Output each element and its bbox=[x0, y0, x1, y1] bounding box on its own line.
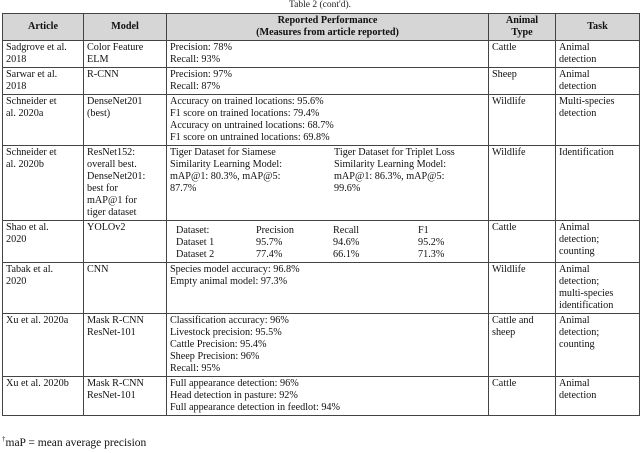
cell-model bbox=[84, 314, 167, 377]
performance-table bbox=[2, 13, 640, 416]
cell-line: detection bbox=[559, 390, 597, 401]
cell-model bbox=[84, 95, 167, 146]
table-row bbox=[3, 41, 640, 68]
cell-line: Livestock precision: 95.5% bbox=[170, 327, 282, 338]
cell-article bbox=[3, 221, 84, 263]
header-model: Model bbox=[84, 14, 167, 41]
cell-article bbox=[3, 68, 84, 95]
cell-line: Sheep bbox=[492, 69, 517, 80]
cell-line: Mask R-CNN bbox=[87, 378, 144, 389]
cell-animal-type bbox=[489, 263, 556, 314]
cell-line: Full appearance detection in feedlot: 94% bbox=[170, 402, 341, 413]
cell-line: Tiger Dataset for Triplet Loss bbox=[334, 147, 455, 158]
cell-animal-type bbox=[489, 95, 556, 146]
cell-line: sheep bbox=[492, 327, 516, 338]
cell-line: al. 2020a bbox=[6, 108, 44, 119]
footnote-text: maP = mean average precision bbox=[5, 437, 147, 449]
cell-line: mAP@1: 86.3%, mAP@5: bbox=[334, 171, 445, 182]
cell-performance bbox=[167, 314, 489, 377]
cell-line: detection; bbox=[559, 234, 600, 245]
cell-line: best for bbox=[87, 183, 118, 194]
header-performance-title: Reported Performance bbox=[277, 15, 378, 26]
cell-line: Full appearance detection: 96% bbox=[170, 378, 299, 389]
table-row bbox=[3, 68, 640, 95]
cell-line: ResNet-101 bbox=[87, 327, 136, 338]
cell-model bbox=[84, 221, 167, 263]
cell-line: mAP@1 for bbox=[87, 195, 137, 206]
cell-animal-type bbox=[489, 41, 556, 68]
cell-line: YOLOv2 bbox=[87, 222, 126, 233]
cell-line: Cattle and bbox=[492, 315, 534, 326]
table-row bbox=[3, 314, 640, 377]
cell-line: Classification accuracy: 96% bbox=[170, 315, 289, 326]
cell-model bbox=[84, 146, 167, 221]
grid-cell: Dataset 1 bbox=[176, 237, 215, 248]
cell-line: mAP@1: 80.3%, mAP@5: bbox=[170, 171, 281, 182]
cell-line: identification bbox=[559, 300, 614, 311]
cell-line: Animal bbox=[559, 222, 590, 233]
cell-model bbox=[84, 377, 167, 416]
performance-subcolumns bbox=[170, 147, 485, 195]
cell-line: Wildlife bbox=[492, 264, 526, 275]
cell-line: counting bbox=[559, 339, 595, 350]
grid-cell: 94.6% bbox=[333, 237, 360, 248]
cell-line: counting bbox=[559, 246, 595, 257]
cell-line: Animal bbox=[559, 42, 590, 53]
grid-cell: 95.7% bbox=[256, 237, 283, 248]
cell-line: Accuracy on trained locations: 95.6% bbox=[170, 96, 324, 107]
cell-article bbox=[3, 41, 84, 68]
cell-line: Cattle Precision: 95.4% bbox=[170, 339, 267, 350]
cell-animal-type bbox=[489, 146, 556, 221]
cell-line: Shao et al. bbox=[6, 222, 49, 233]
cell-line: Cattle bbox=[492, 378, 517, 389]
cell-line: detection bbox=[559, 108, 597, 119]
cell-line: Animal bbox=[559, 315, 590, 326]
cell-line: Sarwar et al. bbox=[6, 69, 58, 80]
header-task: Task bbox=[556, 14, 640, 41]
cell-line: Mask R-CNN bbox=[87, 315, 144, 326]
grid-cell: 66.1% bbox=[333, 249, 360, 260]
cell-line: Tiger Dataset for Siamese bbox=[170, 147, 276, 158]
cell-line: Similarity Learning Model: bbox=[334, 159, 447, 170]
cell-line: Xu et al. 2020a bbox=[6, 315, 69, 326]
cell-animal-type bbox=[489, 221, 556, 263]
cell-line: Precision: 78% bbox=[170, 42, 232, 53]
cell-line: Tabak et al. bbox=[6, 264, 54, 275]
grid-header-recall: Recall bbox=[333, 225, 360, 236]
footnote bbox=[2, 436, 146, 450]
performance-grid bbox=[170, 222, 485, 261]
cell-line: ResNet152: bbox=[87, 147, 136, 158]
footnote-marker: † bbox=[2, 435, 6, 444]
grid-header-precision: Precision bbox=[256, 225, 294, 236]
cell-line: Animal bbox=[559, 69, 590, 80]
cell-line: Precision: 97% bbox=[170, 69, 232, 80]
cell-line: Schneider et bbox=[6, 147, 57, 158]
table-caption: Table 2 (cont'd). bbox=[289, 0, 351, 10]
cell-line: Empty animal model: 97.3% bbox=[170, 276, 288, 287]
cell-line: detection bbox=[559, 81, 597, 92]
cell-line: detection bbox=[559, 54, 597, 65]
cell-line: overall best. bbox=[87, 159, 137, 170]
cell-line: Sadgrove et al. bbox=[6, 42, 67, 53]
table-row bbox=[3, 221, 640, 263]
cell-line: Sheep Precision: 96% bbox=[170, 351, 260, 362]
cell-animal-type bbox=[489, 68, 556, 95]
cell-line: tiger dataset bbox=[87, 207, 137, 218]
cell-line: DenseNet201 bbox=[87, 96, 143, 107]
table-row bbox=[3, 146, 640, 221]
cell-line: Schneider et bbox=[6, 96, 57, 107]
cell-line: Accuracy on untrained locations: 68.7% bbox=[170, 120, 334, 131]
table-row bbox=[3, 377, 640, 416]
cell-line: F1 score on untrained locations: 69.8% bbox=[170, 132, 330, 143]
cell-article bbox=[3, 377, 84, 416]
cell-animal-type bbox=[489, 377, 556, 416]
header-animal-line2: Type bbox=[511, 27, 533, 38]
cell-article bbox=[3, 263, 84, 314]
grid-header-f1: F1 bbox=[418, 225, 429, 236]
cell-line: Similarity Learning Model: bbox=[170, 159, 283, 170]
table-row bbox=[3, 95, 640, 146]
cell-animal-type bbox=[489, 314, 556, 377]
cell-line: 99.6% bbox=[334, 183, 361, 194]
header-reported-performance bbox=[167, 14, 489, 41]
cell-line: 2020 bbox=[6, 276, 27, 287]
siamese-column bbox=[170, 147, 328, 195]
grid-cell: 95.2% bbox=[418, 237, 445, 248]
grid-cell: 71.3% bbox=[418, 249, 445, 260]
grid-header-dataset: Dataset: bbox=[176, 225, 210, 236]
cell-performance bbox=[167, 95, 489, 146]
cell-task bbox=[556, 95, 640, 146]
cell-line: ELM bbox=[87, 54, 109, 65]
cell-model bbox=[84, 263, 167, 314]
cell-line: R-CNN bbox=[87, 69, 119, 80]
cell-line: Species model accuracy: 96.8% bbox=[170, 264, 300, 275]
cell-line: Cattle bbox=[492, 222, 517, 233]
cell-line: F1 score on trained locations: 79.4% bbox=[170, 108, 320, 119]
cell-line: Xu et al. 2020b bbox=[6, 378, 69, 389]
header-performance-subtitle: (Measures from article reported) bbox=[256, 27, 399, 38]
table-row bbox=[3, 263, 640, 314]
cell-task bbox=[556, 221, 640, 263]
cell-task bbox=[556, 377, 640, 416]
cell-line: ResNet-101 bbox=[87, 390, 136, 401]
cell-line: CNN bbox=[87, 264, 109, 275]
cell-task bbox=[556, 41, 640, 68]
cell-line: Wildlife bbox=[492, 147, 526, 158]
cell-line: al. 2020b bbox=[6, 159, 44, 170]
grid-cell: Dataset 2 bbox=[176, 249, 215, 260]
cell-model bbox=[84, 68, 167, 95]
cell-line: (best) bbox=[87, 108, 111, 119]
cell-line: Wildlife bbox=[492, 96, 526, 107]
header-animal-type bbox=[489, 14, 556, 41]
cell-line: multi-species bbox=[559, 288, 614, 299]
cell-line: Recall: 95% bbox=[170, 363, 221, 374]
cell-line: Animal bbox=[559, 378, 590, 389]
cell-line: DenseNet201: bbox=[87, 171, 146, 182]
cell-performance bbox=[167, 68, 489, 95]
cell-performance bbox=[167, 377, 489, 416]
cell-line: Identification bbox=[559, 147, 614, 158]
cell-line: Color Feature bbox=[87, 42, 144, 53]
cell-task bbox=[556, 263, 640, 314]
cell-task bbox=[556, 146, 640, 221]
cell-task bbox=[556, 68, 640, 95]
cell-performance bbox=[167, 146, 489, 221]
cell-line: Recall: 93% bbox=[170, 54, 221, 65]
cell-performance bbox=[167, 221, 489, 263]
cell-line: Recall: 87% bbox=[170, 81, 221, 92]
cell-line: Animal bbox=[559, 264, 590, 275]
cell-line: Multi-species bbox=[559, 96, 615, 107]
triplet-loss-column bbox=[334, 147, 485, 195]
header-article: Article bbox=[3, 14, 84, 41]
cell-article bbox=[3, 314, 84, 377]
cell-line: Head detection in pasture: 92% bbox=[170, 390, 298, 401]
cell-line: Cattle bbox=[492, 42, 517, 53]
cell-performance bbox=[167, 263, 489, 314]
cell-model bbox=[84, 41, 167, 68]
cell-performance bbox=[167, 41, 489, 68]
cell-article bbox=[3, 95, 84, 146]
cell-task bbox=[556, 314, 640, 377]
grid-cell: 77.4% bbox=[256, 249, 283, 260]
cell-article bbox=[3, 146, 84, 221]
cell-line: detection; bbox=[559, 276, 600, 287]
cell-line: 2018 bbox=[6, 81, 27, 92]
table-header-row bbox=[3, 14, 640, 41]
header-animal-line1: Animal bbox=[505, 15, 539, 26]
cell-line: 87.7% bbox=[170, 183, 197, 194]
cell-line: detection; bbox=[559, 327, 600, 338]
cell-line: 2020 bbox=[6, 234, 27, 245]
cell-line: 2018 bbox=[6, 54, 27, 65]
